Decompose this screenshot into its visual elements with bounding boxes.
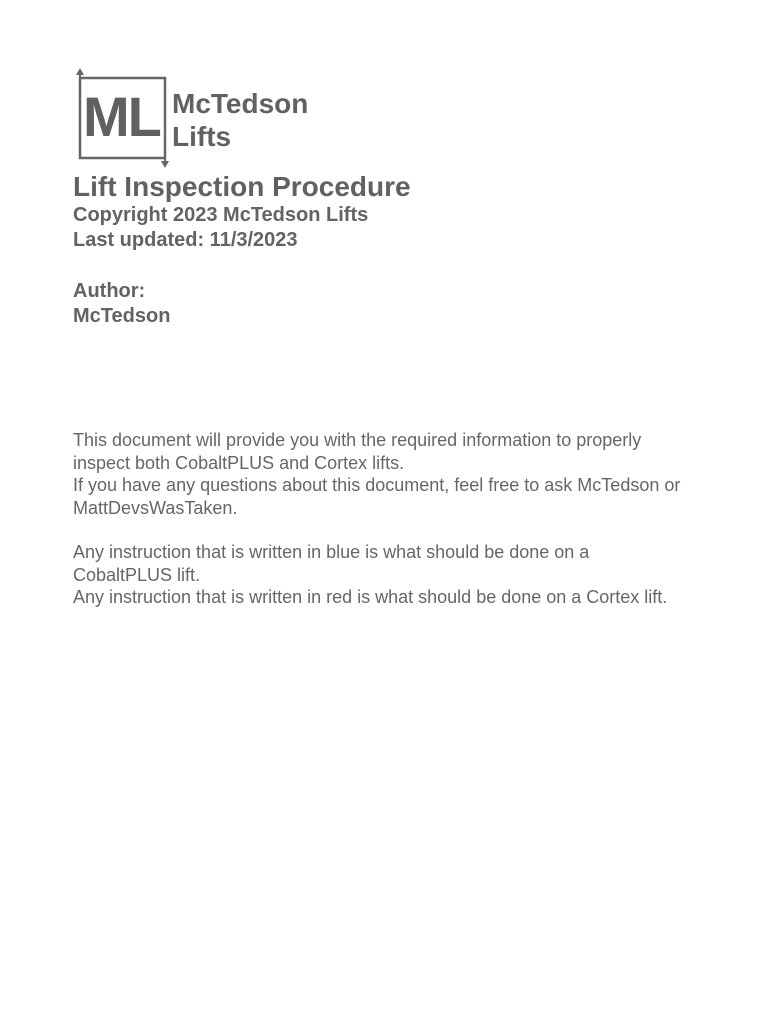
document-title: Lift Inspection Procedure	[73, 171, 411, 202]
logo-name-line1: McTedson	[172, 88, 309, 119]
company-logo	[74, 68, 334, 168]
intro-paragraph-1b: If you have any questions about this document, feel free to ask McTedson or MattDevsWasTaken.	[73, 475, 681, 518]
intro-text	[73, 429, 693, 609]
logo-mark: ML	[83, 85, 160, 148]
author-block	[73, 279, 170, 329]
logo-name-line2: Lifts	[172, 121, 232, 152]
intro-paragraph-1a: This document will provide you with the required information to properly inspect both CobaltPLUS and Cortex lifts.	[73, 430, 642, 473]
document-meta	[73, 203, 368, 253]
author-label: Author:	[73, 280, 146, 302]
copyright-line: Copyright 2023 McTedson Lifts	[73, 204, 369, 226]
author-name: McTedson	[73, 305, 171, 327]
logo-company-name	[172, 87, 308, 153]
intro-paragraph-2b: Any instruction that is written in red is what should be done on a Cortex lift.	[73, 587, 668, 607]
last-updated-line: Last updated: 11/3/2023	[73, 229, 298, 251]
paragraph-spacer	[73, 519, 693, 541]
intro-paragraph-2a: Any instruction that is written in blue is what should be done on a CobaltPLUS lift.	[73, 542, 590, 585]
